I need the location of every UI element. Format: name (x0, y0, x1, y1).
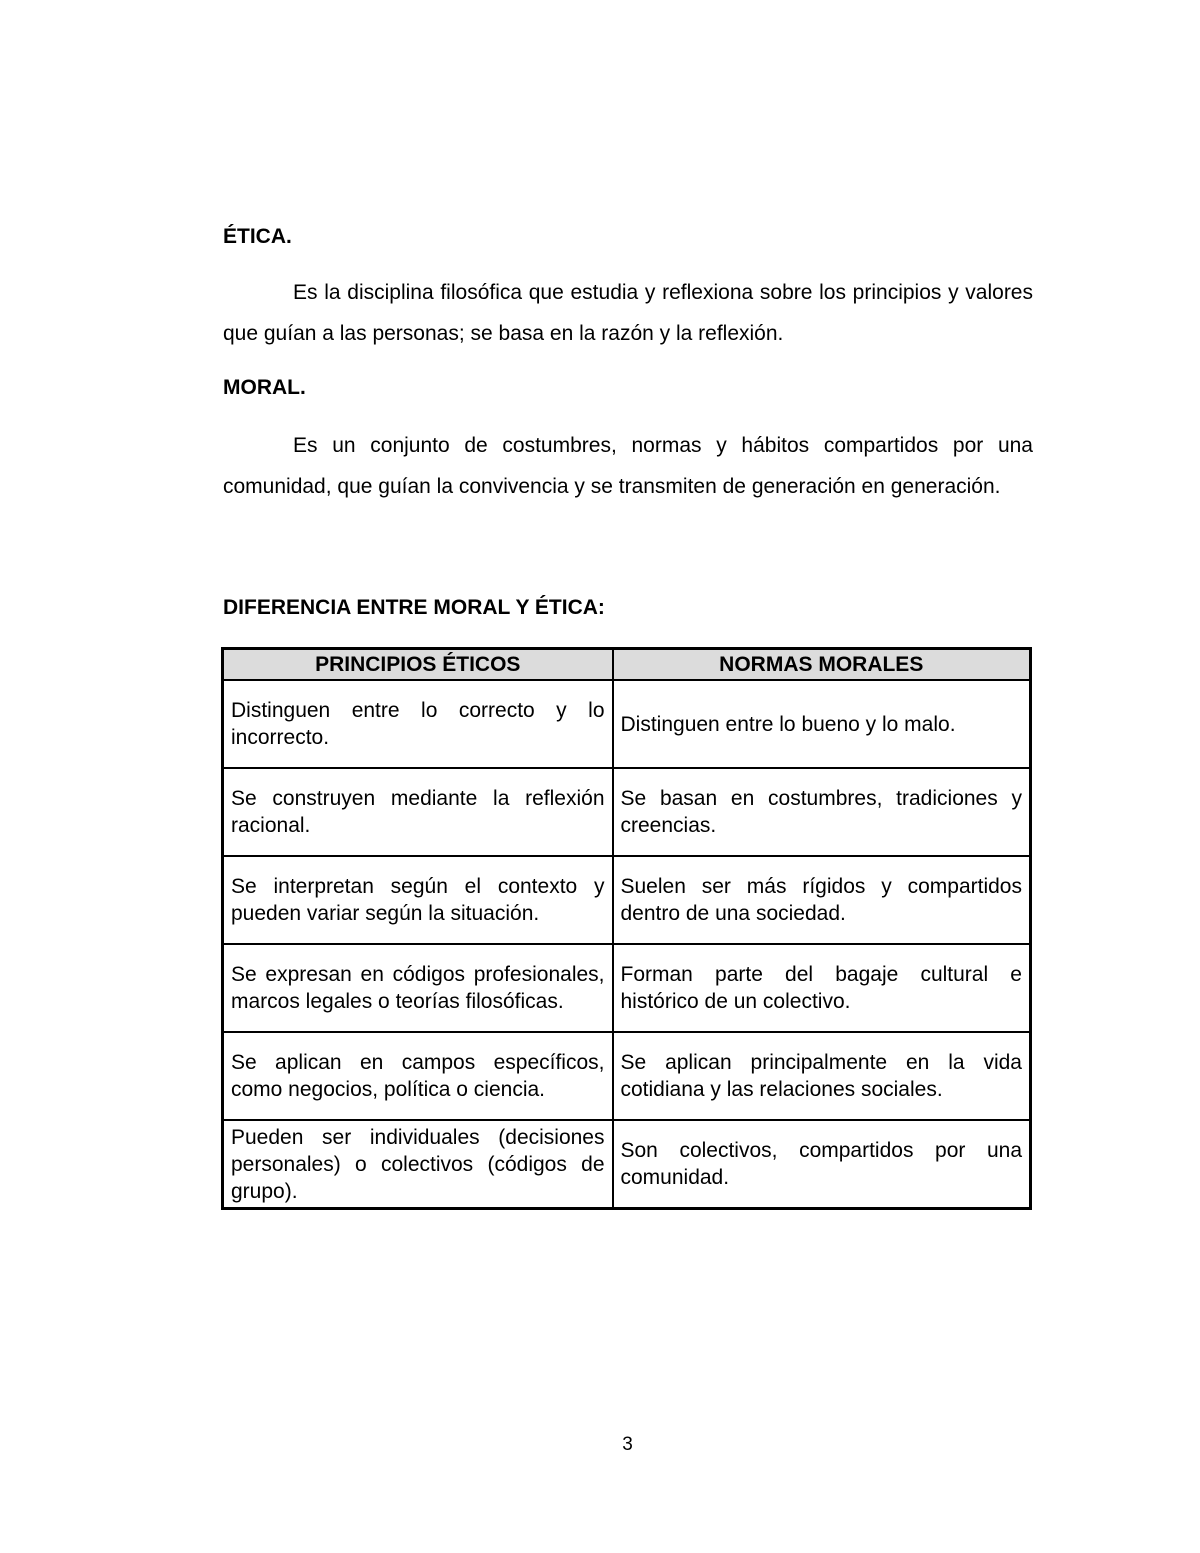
table-cell-principio: Se interpretan según el contexto y pueden variar según la situación. (223, 856, 613, 944)
diferencia-heading: DIFERENCIA ENTRE MORAL Y ÉTICA: (223, 596, 605, 619)
table-cell-norma: Se aplican principalmente en la vida cotidiana y las relaciones sociales. (613, 1032, 1031, 1120)
moral-heading: MORAL. (223, 376, 306, 399)
table-row (223, 1032, 1031, 1120)
table-row (223, 1120, 1031, 1209)
table-row (223, 944, 1031, 1032)
etica-definition: Es la disciplina filosófica que estudia y reflexiona sobre los principios y valores que guían a las personas; se basa en la razón y la reflexión. (223, 281, 1033, 345)
table-cell-norma: Distinguen entre lo bueno y lo malo. (613, 680, 1031, 768)
table-cell-principio: Se construyen mediante la reflexión racional. (223, 768, 613, 856)
page-number: 3 (622, 1434, 633, 1455)
header-normas-morales: NORMAS MORALES (613, 649, 1031, 681)
table-cell-norma: Suelen ser más rígidos y compartidos dentro de una sociedad. (613, 856, 1031, 944)
table-row (223, 856, 1031, 944)
table-cell-norma: Forman parte del bagaje cultural e histórico de un colectivo. (613, 944, 1031, 1032)
comparison-table (221, 647, 1032, 1210)
table-cell-norma: Se basan en costumbres, tradiciones y creencias. (613, 768, 1031, 856)
table-cell-principio: Distinguen entre lo correcto y lo incorrecto. (223, 680, 613, 768)
table-cell-principio: Se expresan en códigos profesionales, marcos legales o teorías filosóficas. (223, 944, 613, 1032)
table-header-row (223, 649, 1031, 681)
moral-definition: Es un conjunto de costumbres, normas y hábitos compartidos por una comunidad, que guían la convivencia y se transmiten de generación en generación. (223, 434, 1033, 498)
table-row (223, 680, 1031, 768)
table-cell-norma: Son colectivos, compartidos por una comunidad. (613, 1120, 1031, 1209)
page-content (223, 222, 1033, 1210)
header-principios-eticos: PRINCIPIOS ÉTICOS (223, 649, 613, 681)
table-cell-principio: Pueden ser individuales (decisiones personales) o colectivos (códigos de grupo). (223, 1120, 613, 1209)
etica-heading: ÉTICA. (223, 225, 292, 248)
table-row (223, 768, 1031, 856)
table-cell-principio: Se aplican en campos específicos, como negocios, política o ciencia. (223, 1032, 613, 1120)
